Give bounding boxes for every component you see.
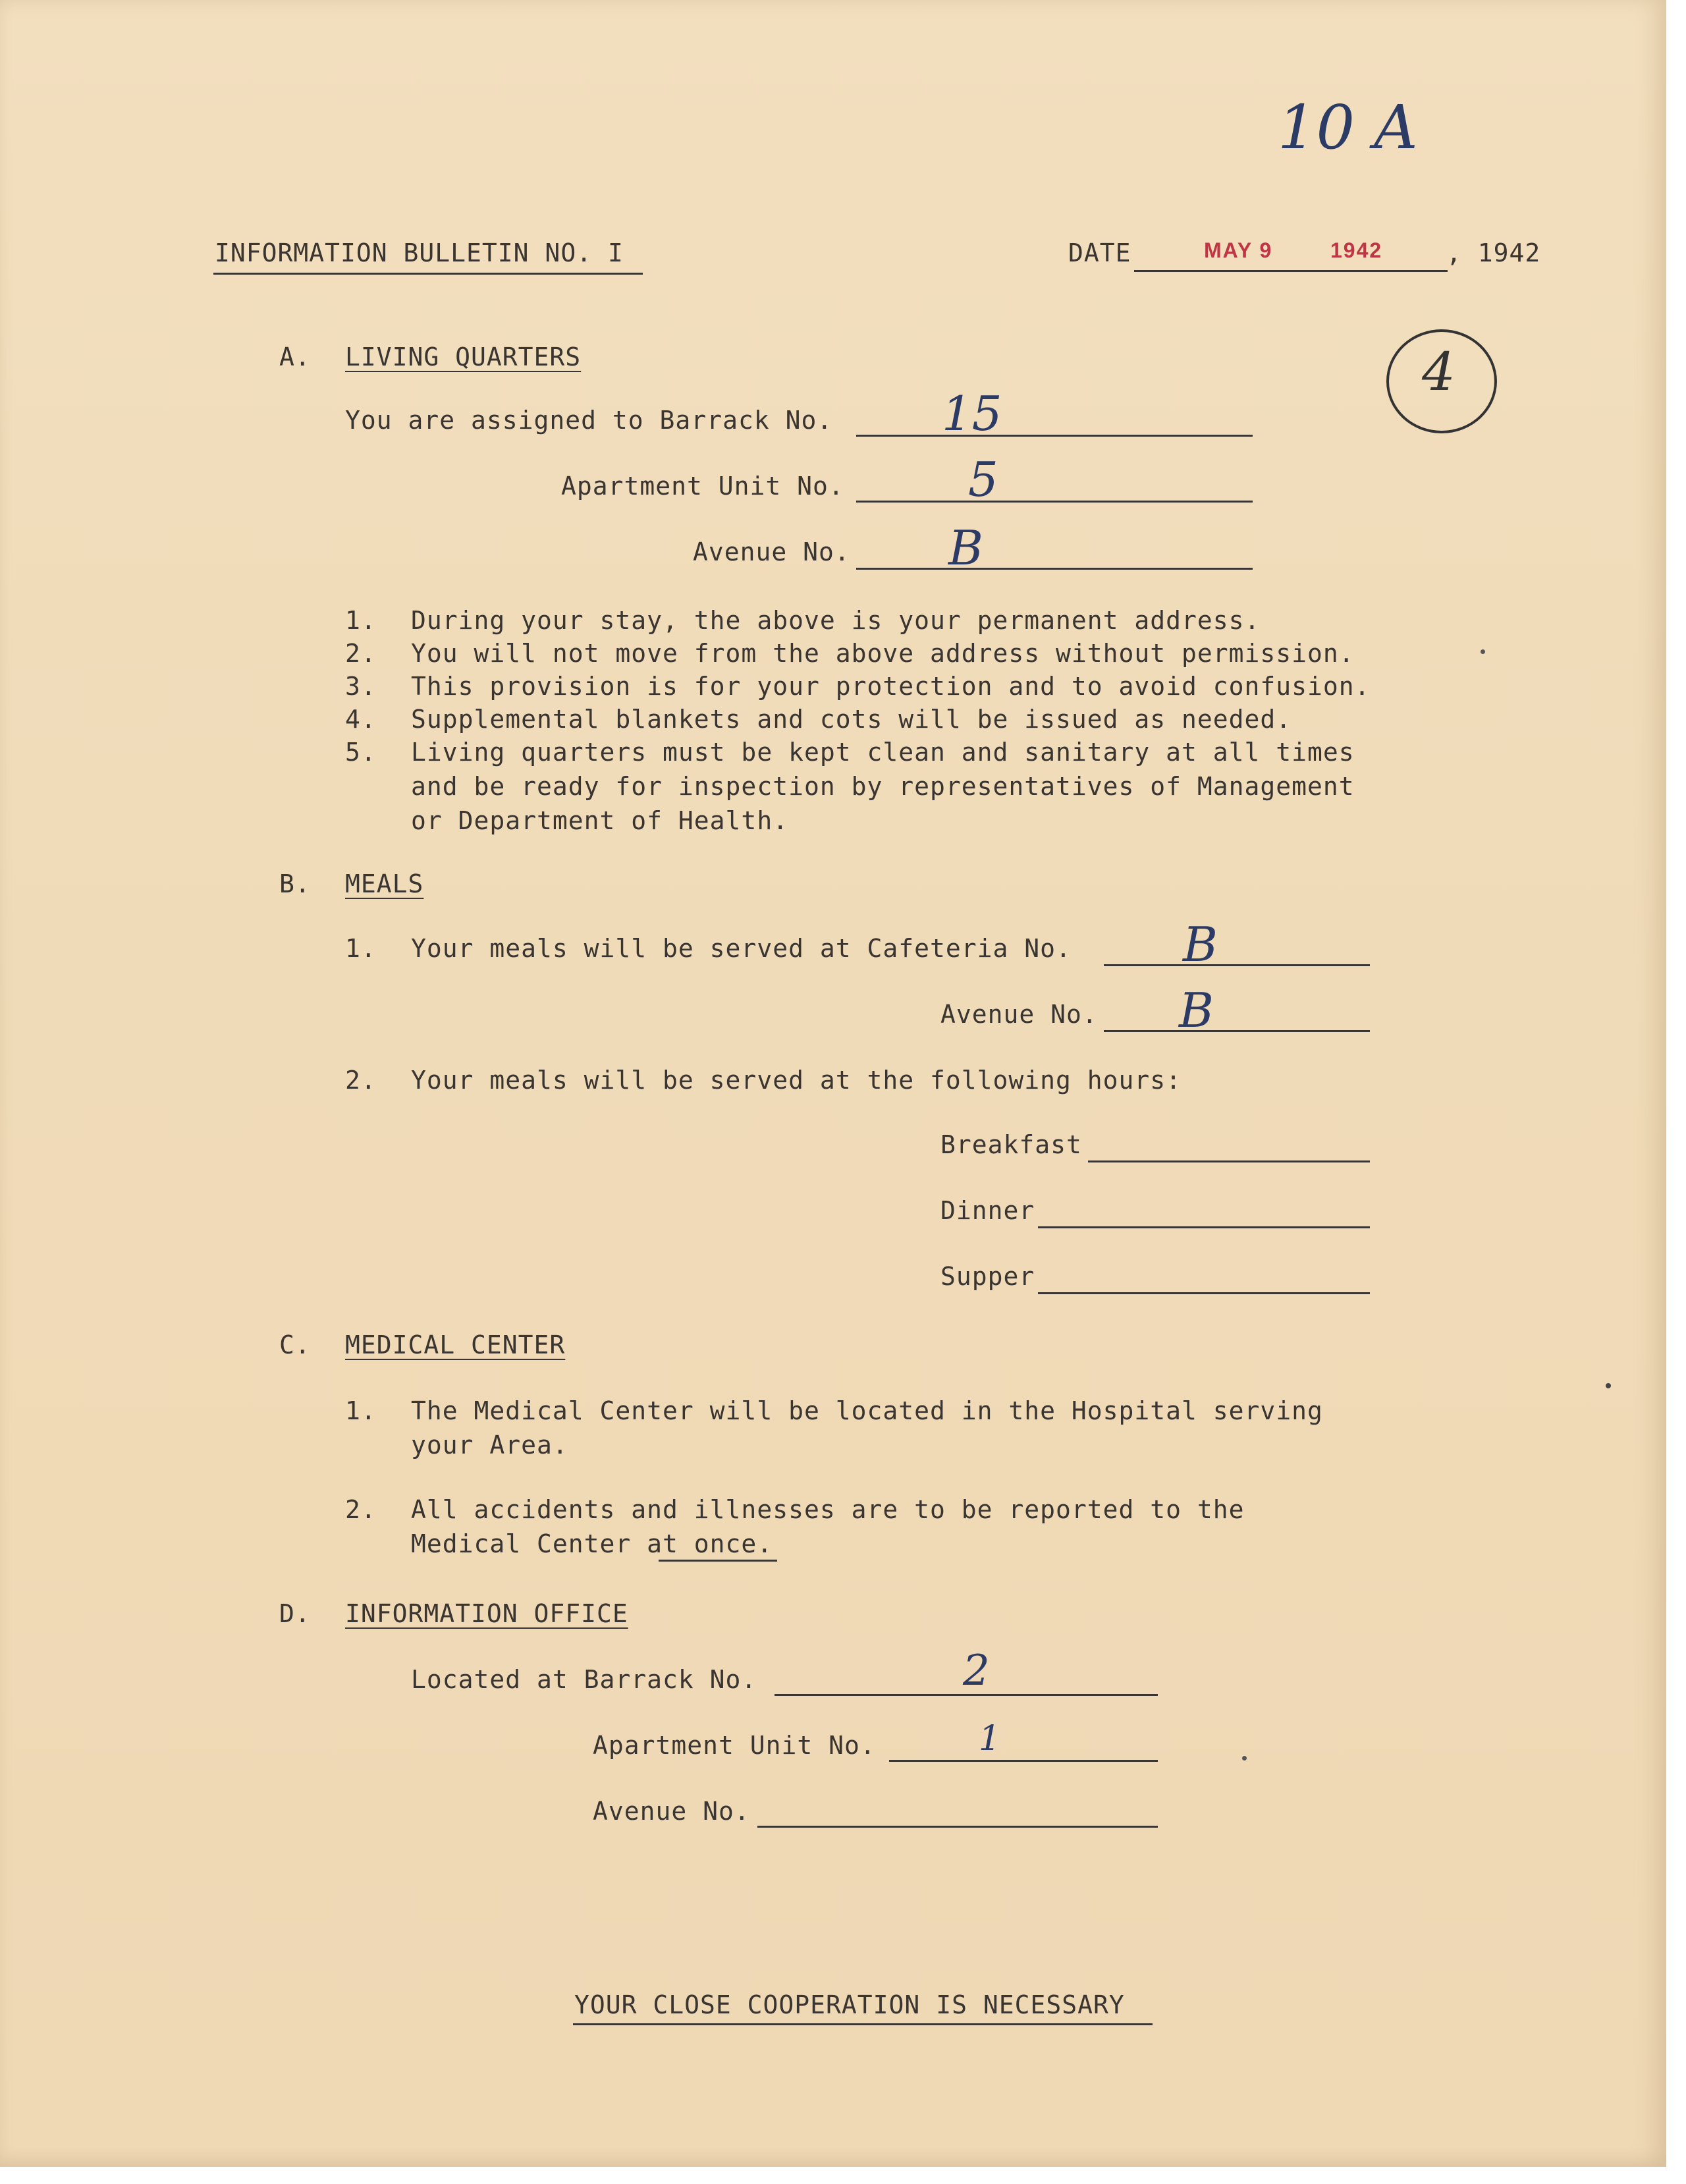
date-label: DATE (1068, 238, 1131, 267)
section-a-item-text: Living quarters must be kept clean and sanitary at all times and be ready for inspection by representatives of Management or Department of Health. (411, 738, 1355, 835)
circled-number: 4 (1386, 329, 1497, 433)
bulletin-title-underline (213, 273, 643, 275)
apartment-value: 5 (968, 452, 998, 507)
section-c-item-num: 1. (345, 1396, 377, 1425)
meal-hours-text: Your meals will be served at the following hours: (411, 1066, 1182, 1095)
handwritten-page-mark: 10 A (1278, 92, 1418, 163)
barrack-field-line (856, 435, 1253, 437)
paper-speck (1242, 1756, 1247, 1761)
section-a-item-num: 5. (345, 738, 377, 767)
section-a-item-num: 1. (345, 606, 377, 635)
office-barrack-label: Located at Barrack No. (411, 1665, 757, 1694)
section-c-item-num: 2. (345, 1495, 377, 1524)
section-a-heading: LIVING QUARTERS (345, 342, 582, 371)
avenue-value: B (948, 520, 983, 576)
apartment-label: Apartment Unit No. (561, 472, 844, 501)
supper-field-line (1038, 1292, 1370, 1294)
dinner-field-line (1038, 1226, 1370, 1228)
section-a-item-text: Supplemental blankets and cots will be issued as needed. (411, 705, 1292, 734)
office-barrack-value: 2 (963, 1647, 990, 1695)
at-once-underline (659, 1560, 777, 1562)
cafeteria-label: Your meals will be served at Cafeteria No. (411, 934, 1072, 963)
section-c-heading: MEDICAL CENTER (345, 1330, 566, 1359)
office-apartment-label: Apartment Unit No. (593, 1731, 876, 1760)
section-c-item-text: All accidents and illnesses are to be reported to the Medical Center at once. (411, 1495, 1245, 1558)
office-apartment-field-line (889, 1760, 1158, 1762)
office-apartment-value: 1 (979, 1719, 1001, 1759)
supper-label: Supper (940, 1262, 1035, 1291)
section-a-item-num: 2. (345, 639, 377, 668)
date-stamp-month-day: MAY 9 (1204, 238, 1273, 262)
breakfast-label: Breakfast (940, 1130, 1082, 1159)
cafeteria-value: B (1183, 917, 1218, 972)
paper-speck (1606, 1383, 1611, 1388)
section-a-letter: A. (279, 342, 311, 371)
meals-item-num: 1. (345, 934, 377, 963)
apartment-field-line (856, 501, 1253, 503)
section-b-letter: B. (279, 869, 311, 898)
date-field-line (1134, 270, 1448, 272)
section-a-item-num: 3. (345, 672, 377, 701)
section-c-letter: C. (279, 1330, 311, 1359)
section-a-item-text: This provision is for your protection and to avoid confusion. (411, 672, 1371, 701)
barrack-value: 15 (942, 386, 1002, 441)
dinner-label: Dinner (940, 1196, 1035, 1225)
date-stamp-year: 1942 (1330, 238, 1383, 262)
office-avenue-field-line (757, 1826, 1158, 1828)
meals-item-num: 2. (345, 1066, 377, 1095)
scan-border-bottom (0, 2167, 1686, 2184)
barrack-label: You are assigned to Barrack No. (345, 406, 833, 435)
paper-speck (1481, 649, 1485, 654)
date-suffix: , 1942 (1446, 238, 1541, 267)
section-d-letter: D. (279, 1599, 311, 1628)
section-d-heading: INFORMATION OFFICE (345, 1599, 628, 1628)
meals-avenue-value: B (1179, 983, 1214, 1038)
meals-avenue-field-line (1104, 1030, 1370, 1032)
breakfast-field-line (1088, 1160, 1370, 1162)
meals-avenue-label: Avenue No. (940, 1000, 1098, 1029)
avenue-field-line (856, 568, 1253, 570)
section-a-item-text: You will not move from the above address without permission. (411, 639, 1355, 668)
cafeteria-field-line (1104, 964, 1370, 966)
footer-underline (573, 2023, 1153, 2025)
scan-border-right (1666, 0, 1686, 2184)
avenue-label: Avenue No. (693, 537, 850, 566)
section-b-heading: MEALS (345, 869, 424, 898)
section-a-item-num: 4. (345, 705, 377, 734)
bulletin-title: INFORMATION BULLETIN NO. I (215, 238, 624, 267)
section-c-item-text: The Medical Center will be located in the Hospital serving your Area. (411, 1396, 1323, 1460)
footer-cooperation-note: YOUR CLOSE COOPERATION IS NECESSARY (574, 1990, 1125, 2019)
section-a-item-text: During your stay, the above is your permanent address. (411, 606, 1261, 635)
office-avenue-label: Avenue No. (593, 1797, 750, 1826)
